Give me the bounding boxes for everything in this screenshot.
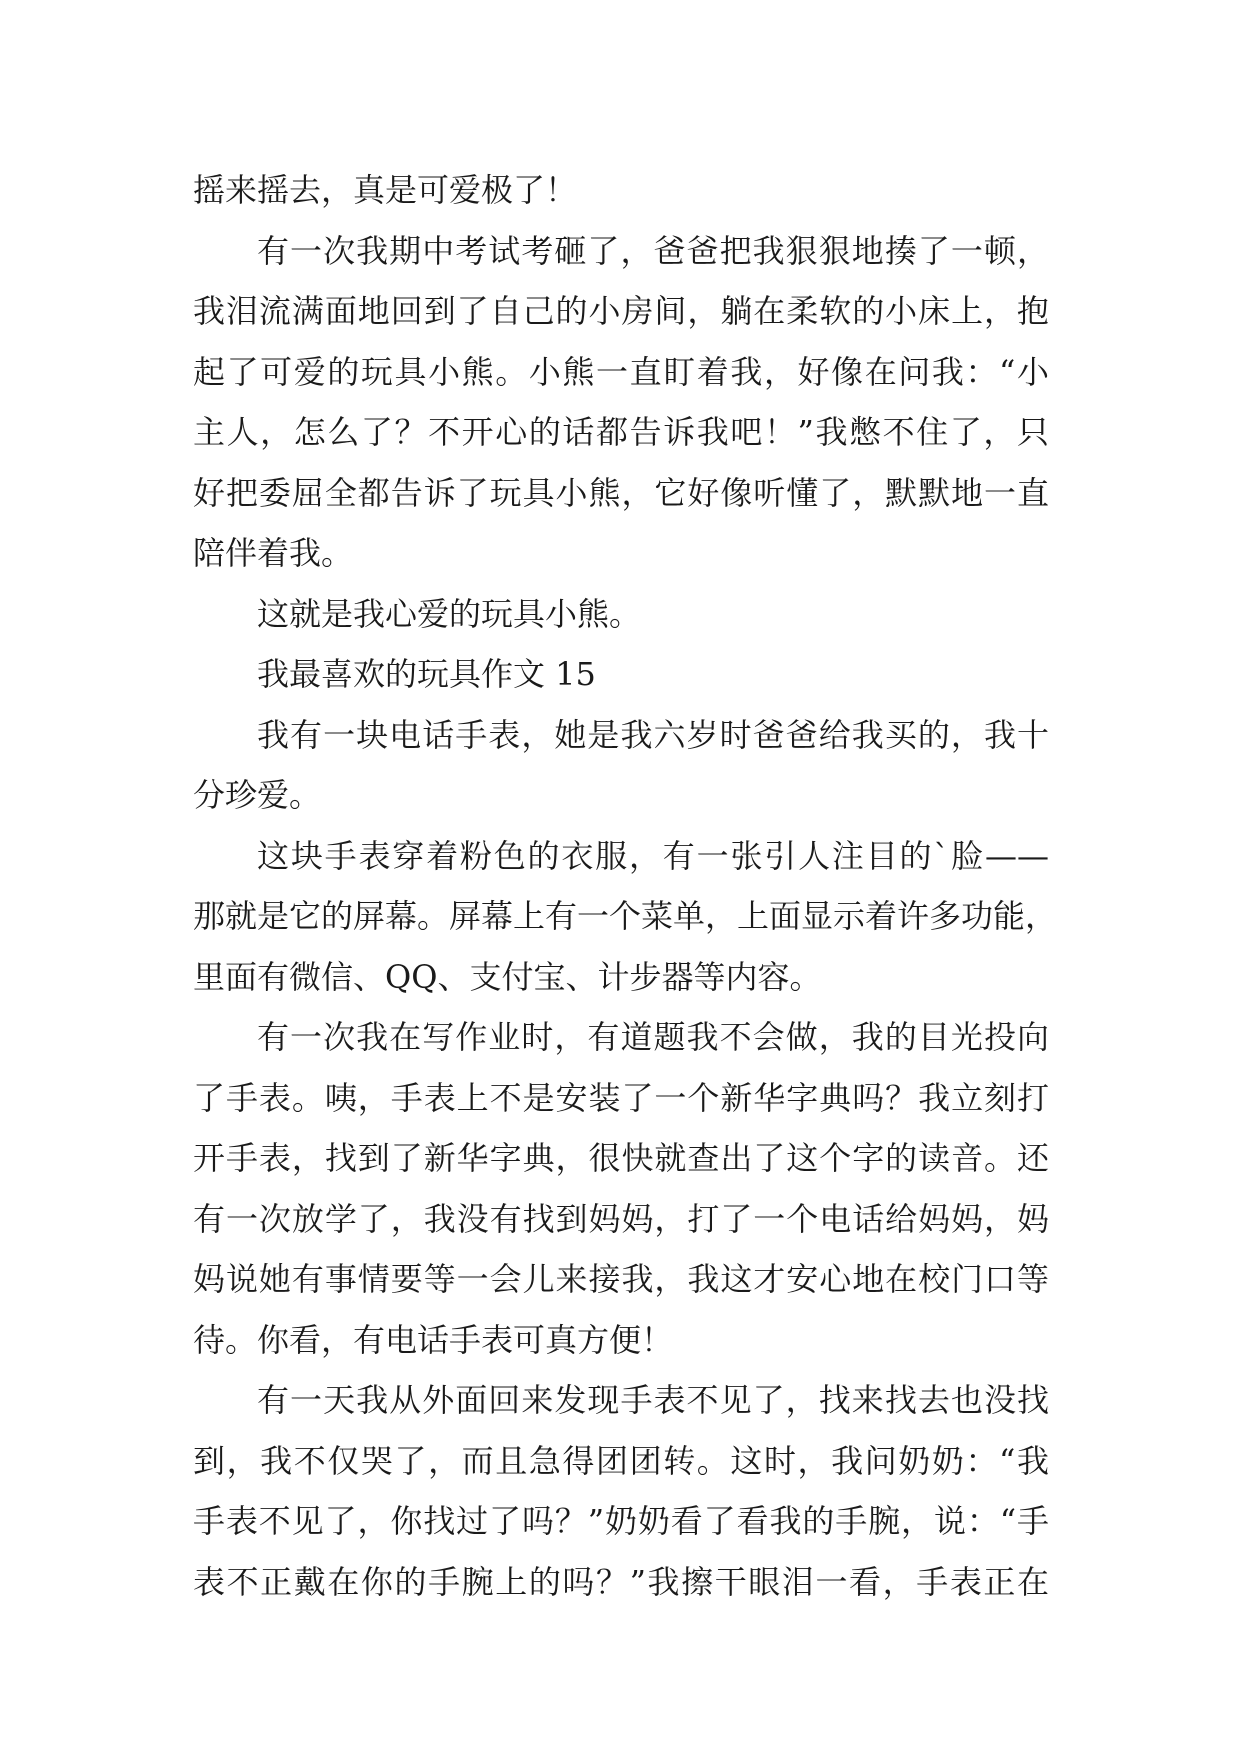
text-line: 了手表。咦，手表上不是安装了一个新华字典吗？我立刻打	[193, 1078, 1049, 1117]
essay-title: 我最喜欢的玩具作文 15	[257, 655, 596, 693]
text-line: 分珍爱。	[193, 776, 322, 814]
text-line: 摇来摇去，真是可爱极了！	[193, 171, 578, 209]
paragraph-start-line: 有一次我在写作业时，有道题我不会做，我的目光投向	[257, 1018, 1049, 1056]
text-line: 待。你看，有电话手表可真方便！	[193, 1320, 674, 1359]
text-line: 我泪流满面地回到了自己的小房间，躺在柔软的小床上，抱	[193, 292, 1049, 330]
text-line: 里面有微信、QQ、支付宝、计步器等内容。	[193, 957, 822, 996]
text-line: 到，我不仅哭了，而且急得团团转。这时，我问奶奶：“我	[193, 1441, 1049, 1480]
paragraph-start-line: 有一天我从外面回来发现手表不见了，找来找去也没找	[257, 1381, 1049, 1419]
paragraph-start-line: 这就是我心爱的玩具小熊。	[257, 594, 642, 633]
text-line: 妈说她有事情要等一会儿来接我，我这才安心地在校门口等	[193, 1260, 1049, 1298]
text-line: 好把委屈全都告诉了玩具小熊，它好像听懂了，默默地一直	[193, 473, 1049, 512]
paragraph-start-line: 有一次我期中考试考砸了，爸爸把我狠狠地揍了一顿，	[257, 231, 1049, 270]
paragraph-start-line: 我有一块电话手表，她是我六岁时爸爸给我买的，我十	[257, 715, 1049, 754]
text-line: 手表不见了，你找过了吗？”奶奶看了看我的手腕，说：“手	[193, 1502, 1049, 1540]
text-line: 表不正戴在你的手腕上的吗？”我擦干眼泪一看，手表正在	[193, 1562, 1049, 1601]
text-line: 开手表，找到了新华字典，很快就查出了这个字的读音。还	[193, 1139, 1049, 1177]
text-line: 主人，怎么了？不开心的话都告诉我吧！”我憋不住了，只	[193, 413, 1049, 451]
essay-text	[193, 160, 1058, 1612]
paragraph-start-line: 这块手表穿着粉色的衣服，有一张引人注目的`脸——	[257, 836, 1049, 875]
text-line: 有一次放学了，我没有找到妈妈，打了一个电话给妈妈，妈	[193, 1199, 1049, 1238]
text-line: 陪伴着我。	[193, 534, 354, 572]
text-line: 那就是它的屏幕。屏幕上有一个菜单，上面显示着许多功能，	[193, 897, 1058, 935]
text-line: 起了可爱的玩具小熊。小熊一直盯着我，好像在问我：“小	[193, 352, 1049, 391]
